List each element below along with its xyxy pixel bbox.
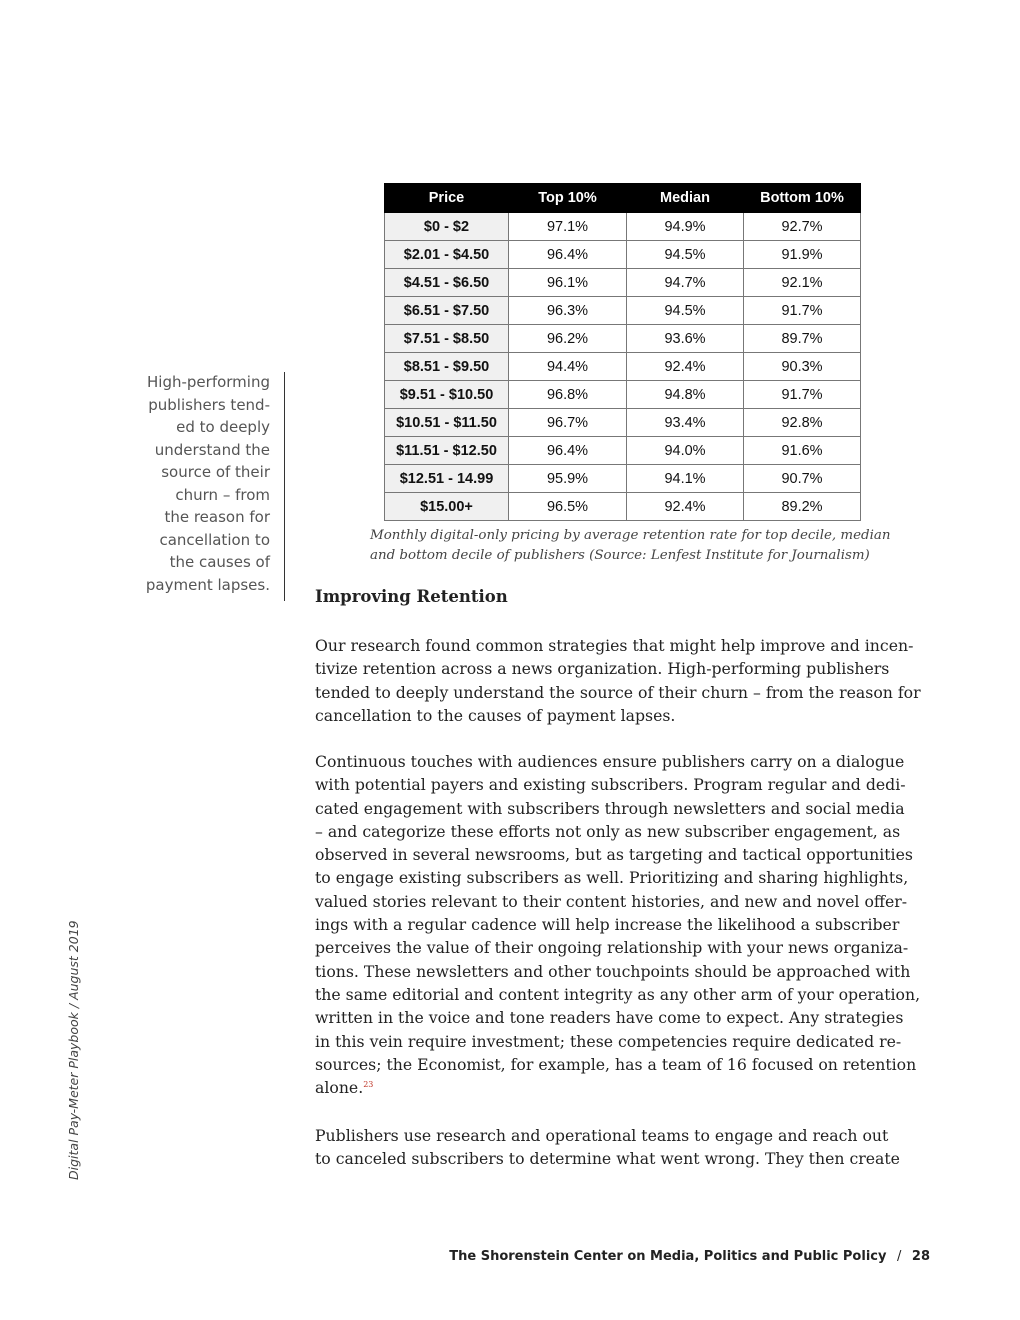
paragraph-line: tivize retention across a news organization. High-performing publishers (315, 659, 890, 679)
retention-rate-cell: 92.4% (627, 493, 744, 521)
price-range-cell: $8.51 - $9.50 (385, 353, 509, 381)
table-body (385, 213, 861, 521)
retention-rate-cell: 92.7% (744, 213, 861, 241)
caption-line: Monthly digital-only pricing by average retention rate for top decile, median (370, 528, 891, 543)
retention-rate-cell: 94.5% (627, 241, 744, 269)
retention-rate-cell: 94.8% (627, 381, 744, 409)
pull-quote (120, 371, 270, 596)
pull-quote-line: source of their (161, 463, 270, 481)
paragraph-3 (315, 1124, 935, 1171)
section-heading: Improving Retention (315, 587, 508, 606)
column-header-top-10: Top 10% (509, 184, 627, 213)
retention-rate-cell: 96.5% (509, 493, 627, 521)
paragraph-line (315, 1076, 935, 1099)
paragraph-last-word: alone. (315, 1078, 364, 1098)
footer-separator: / (896, 1249, 902, 1264)
page-number: 28 (911, 1249, 930, 1264)
retention-rate-cell: 91.7% (744, 297, 861, 325)
pull-quote-line: the causes of (169, 553, 270, 571)
retention-rate-cell: 94.7% (627, 269, 744, 297)
retention-rate-cell: 96.4% (509, 241, 627, 269)
price-range-cell: $10.51 - $11.50 (385, 409, 509, 437)
retention-rate-cell: 94.1% (627, 465, 744, 493)
pull-quote-line: ed to deeply (176, 418, 270, 436)
paragraph-line: tions. These newsletters and other touchpoints should be approached with (315, 961, 911, 981)
paragraph-line: cancellation to the causes of payment lapses. (315, 705, 676, 725)
footer-organization: The Shorenstein Center on Media, Politics and Public Policy (449, 1249, 887, 1264)
table-row (385, 297, 861, 325)
side-label-separator: / (66, 1003, 81, 1009)
table-caption (370, 526, 890, 566)
table-row (385, 213, 861, 241)
retention-rate-cell: 94.5% (627, 297, 744, 325)
retention-rate-cell: 94.0% (627, 437, 744, 465)
retention-rate-cell: 96.7% (509, 409, 627, 437)
table-row (385, 353, 861, 381)
retention-rate-cell: 91.7% (744, 381, 861, 409)
pull-quote-line: publishers tend- (148, 395, 270, 414)
table-row (385, 269, 861, 297)
page-footer (449, 1249, 930, 1264)
price-range-cell: $2.01 - $4.50 (385, 241, 509, 269)
paragraph-line: perceives the value of their ongoing relationship with your news organiza- (315, 938, 909, 958)
table-row (385, 381, 861, 409)
retention-rate-cell: 89.2% (744, 493, 861, 521)
column-header-bottom-10: Bottom 10% (744, 184, 861, 213)
paragraph-2 (315, 750, 935, 1099)
price-range-cell: $11.51 - $12.50 (385, 437, 509, 465)
caption-line: and bottom decile of publishers (Source: Lenfest Institute for Journalism) (370, 548, 870, 563)
retention-rate-cell: 97.1% (509, 213, 627, 241)
retention-rate-cell: 92.1% (744, 269, 861, 297)
paragraph-line: Continuous touches with audiences ensure publishers carry on a dialogue (315, 752, 905, 771)
retention-rate-cell: 91.9% (744, 241, 861, 269)
pull-quote-line: High-performing (147, 373, 270, 391)
table-row (385, 465, 861, 493)
table-row (385, 325, 861, 353)
footnote-reference-link[interactable]: 23 (363, 1079, 374, 1089)
paragraph-line: tended to deeply understand the source of their churn – from the reason for (315, 682, 921, 702)
table-row (385, 437, 861, 465)
pull-quote-line: cancellation to (159, 530, 270, 549)
retention-rate-cell: 96.4% (509, 437, 627, 465)
paragraph-line: to engage existing subscribers as well. Prioritizing and sharing highlights, (315, 868, 909, 888)
retention-rate-cell: 93.4% (627, 409, 744, 437)
paragraph-line: valued stories relevant to their content histories, and new and novel offer- (315, 891, 908, 911)
pull-quote-line: churn – from (175, 485, 270, 504)
paragraph-line: to canceled subscribers to determine what went wrong. They then create (315, 1149, 900, 1169)
price-range-cell: $12.51 - 14.99 (385, 465, 509, 493)
retention-rate-cell: 89.7% (744, 325, 861, 353)
table-header-row (385, 184, 861, 213)
price-range-cell: $6.51 - $7.50 (385, 297, 509, 325)
retention-rate-cell: 95.9% (509, 465, 627, 493)
paragraph-line: the same editorial and content integrity as any other arm of your operation, (315, 984, 921, 1004)
retention-rate-cell: 92.8% (744, 409, 861, 437)
paragraph-line: Our research found common strategies that might help improve and incen- (315, 636, 914, 655)
pricing-table-container (384, 183, 860, 521)
column-header-median: Median (627, 184, 744, 213)
retention-rate-cell: 90.3% (744, 353, 861, 381)
paragraph-line: ings with a regular cadence will help increase the likelihood a subscriber (315, 915, 900, 935)
table-row (385, 493, 861, 521)
retention-rate-cell: 96.2% (509, 325, 627, 353)
retention-rate-cell: 90.7% (744, 465, 861, 493)
pull-quote-line: payment lapses. (145, 575, 270, 594)
publication-title: Digital Pay-Meter Playbook (66, 1012, 81, 1180)
price-range-cell: $4.51 - $6.50 (385, 269, 509, 297)
retention-rate-cell: 93.6% (627, 325, 744, 353)
pull-quote-divider (284, 372, 285, 601)
price-range-cell: $15.00+ (385, 493, 509, 521)
publication-side-label (66, 920, 81, 1180)
price-range-cell: $7.51 - $8.50 (385, 325, 509, 353)
retention-rate-cell: 92.4% (627, 353, 744, 381)
paragraph-line: written in the voice and tone readers have come to expect. Any strategies (315, 1008, 904, 1028)
paragraph-line: sources; the Economist, for example, has a team of 16 focused on retention (315, 1054, 917, 1074)
retention-rate-cell: 94.4% (509, 353, 627, 381)
retention-rate-cell: 94.9% (627, 213, 744, 241)
price-range-cell: $0 - $2 (385, 213, 509, 241)
table-row (385, 241, 861, 269)
paragraph-line: – and categorize these efforts not only as new subscriber engagement, as (315, 821, 901, 841)
pull-quote-line: understand the (154, 440, 270, 459)
retention-rate-cell: 96.8% (509, 381, 627, 409)
paragraph-line: cated engagement with subscribers through newsletters and social media (315, 798, 905, 818)
paragraph-1 (315, 634, 935, 727)
retention-rate-cell: 96.1% (509, 269, 627, 297)
pull-quote-line: the reason for (164, 508, 270, 526)
paragraph-line: observed in several newsrooms, but as targeting and tactical opportunities (315, 845, 913, 865)
price-range-cell: $9.51 - $10.50 (385, 381, 509, 409)
paragraph-line: with potential payers and existing subscribers. Program regular and dedi- (315, 775, 906, 795)
pricing-retention-table (384, 183, 861, 521)
column-header-price: Price (385, 184, 509, 213)
paragraph-line: in this vein require investment; these competencies require dedicated re- (315, 1031, 902, 1051)
retention-rate-cell: 96.3% (509, 297, 627, 325)
retention-rate-cell: 91.6% (744, 437, 861, 465)
table-row (385, 409, 861, 437)
publication-date: August 2019 (66, 920, 81, 1000)
paragraph-line: Publishers use research and operational teams to engage and reach out (315, 1126, 889, 1145)
